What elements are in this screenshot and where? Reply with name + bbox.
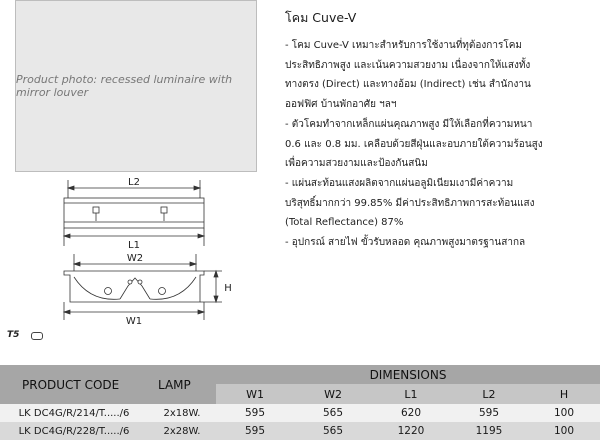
header-l2: L2 xyxy=(450,384,528,404)
table-header-row xyxy=(0,365,600,384)
table-row xyxy=(0,404,600,422)
cell-l1: 620 xyxy=(372,404,450,422)
label-h: H xyxy=(224,283,232,294)
cell-l2: 595 xyxy=(450,404,528,422)
dimension-drawing xyxy=(0,174,260,344)
cell-code: LK DC4G/R/214/T...../6 xyxy=(0,404,148,422)
header-lamp: LAMP xyxy=(148,365,216,404)
cell-w1: 595 xyxy=(216,404,294,422)
header-w1: W1 xyxy=(216,384,294,404)
header-l1: L1 xyxy=(372,384,450,404)
desc-line: - แผ่นสะท้อนแสงผลิตจากแผ่นอลูมิเนียมเงามีค่าความ xyxy=(285,177,514,189)
cell-code: LK DC4G/R/228/T...../6 xyxy=(0,422,148,440)
cell-w2: 565 xyxy=(294,422,372,440)
label-w2: W2 xyxy=(126,253,144,264)
desc-line: - อุปกรณ์ สายไฟ ขั้วรับหลอด คุณภาพสูงมาตรฐานสากล xyxy=(285,237,526,249)
cell-lamp: 2x18W. xyxy=(148,404,216,422)
header-product-code: PRODUCT CODE xyxy=(0,365,148,404)
cell-w2: 565 xyxy=(294,404,372,422)
cell-l2: 1195 xyxy=(450,422,528,440)
spec-table xyxy=(0,365,600,440)
product-description xyxy=(285,36,597,253)
desc-line: บริสุทธิ์มากกว่า 99.85% มีค่าประสิทธิภาพการสะท้อนแสง xyxy=(285,197,535,209)
product-title: โคม Cuve-V xyxy=(285,10,357,25)
lamp-tube-icon xyxy=(31,332,43,340)
cell-l1: 1220 xyxy=(372,422,450,440)
desc-line: (Total Reflectance) 87% xyxy=(285,217,404,229)
cell-w1: 595 xyxy=(216,422,294,440)
header-h: H xyxy=(528,384,600,404)
cell-h: 100 xyxy=(528,404,600,422)
cell-lamp: 2x28W. xyxy=(148,422,216,440)
desc-line: 0.6 และ 0.8 มม. เคลือบด้วยสีฝุ่นและอบภายใต้ความร้อนสูง xyxy=(285,138,543,150)
product-photo: Product photo: recessed luminaire with mirror louver xyxy=(15,0,257,172)
desc-line: เพื่อความสวยงามและป้องกันสนิม xyxy=(285,158,428,170)
desc-line: - ตัวโคมทำจากเหล็กแผ่นคุณภาพสูง มีให้เลือกที่ความหนา xyxy=(285,118,533,130)
label-l2: L2 xyxy=(128,177,140,188)
cell-h: 100 xyxy=(528,422,600,440)
label-w1: W1 xyxy=(125,316,143,327)
header-dimensions: DIMENSIONS xyxy=(216,365,600,384)
desc-line: - โคม Cuve-V เหมาะสำหรับการใช้งานที่ทุต้องการโคม xyxy=(285,40,522,51)
desc-line: ออฟฟิศ บ้านพักอาศัย ฯลฯ xyxy=(285,99,397,111)
table-row xyxy=(0,422,600,440)
desc-line: ทางตรง (Direct) และทางอ้อม (Indirect) เช่น สำนักงาน xyxy=(285,79,531,91)
label-l1: L1 xyxy=(128,240,140,251)
lamp-type-label: T5 xyxy=(7,330,20,340)
header-w2: W2 xyxy=(294,384,372,404)
desc-line: ประสิทธิภาพสูง และเน้นความสวยงาม เนื่องจากให้แสงทั้ง xyxy=(285,59,531,71)
